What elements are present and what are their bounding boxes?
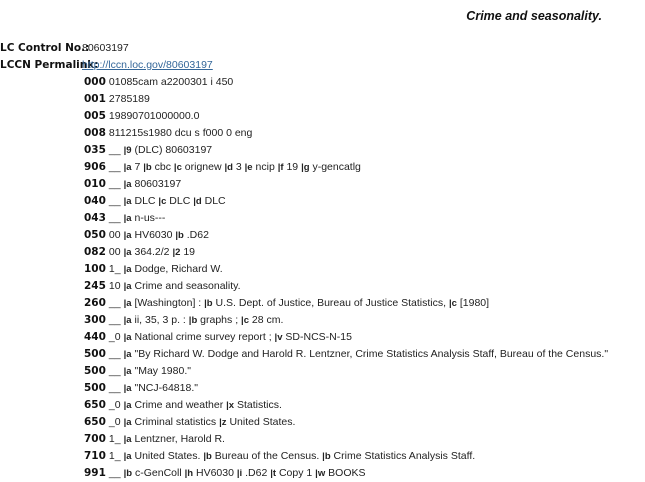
subfield-text: [1980] [459,297,490,309]
subfield-text: c-GenColl [135,467,182,479]
subfield-code: |a [123,230,132,241]
subfield-code: |a [123,162,132,173]
subfield-code: |b [123,468,133,479]
marc-indicators: __ [108,365,121,377]
subfield-code: |b [322,451,331,462]
subfield-text: Statistics. [237,399,282,411]
subfield-code: |b [203,451,212,462]
marc-content [124,297,489,309]
marc-tag: 000 [84,76,106,88]
subfield-code: |t [270,468,277,479]
subfield-text: 80603197 [134,178,182,190]
subfield-code: |c [448,298,457,309]
marc-content [124,212,166,224]
subfield-code: |a [123,281,132,292]
marc-tag: 001 [84,93,106,105]
subfield-code: |b [143,162,152,173]
marc-field-row [0,142,608,159]
subfield-text: n-us--- [134,212,166,224]
subfield-code: |v [274,332,283,343]
record-title: Crime and seasonality. [466,9,602,23]
marc-content [124,348,608,360]
marc-field-row [0,397,608,414]
subfield-code: |a [123,434,132,445]
marc-content [124,382,198,394]
marc-tag: 650 [84,416,106,428]
marc-indicators: __ [108,195,121,207]
marc-indicators: __ [108,297,121,309]
subfield-code: |d [224,162,233,173]
subfield-code: |d [193,196,202,207]
marc-fields [0,74,608,482]
subfield-code: |a [123,196,132,207]
subfield-code: |a [123,247,132,258]
marc-indicators: 10 [108,280,121,292]
subfield-code: |c [173,162,182,173]
marc-indicators: 1_ [108,450,121,462]
marc-indicators: 1_ [108,263,121,275]
marc-indicators: 1_ [108,433,121,445]
marc-indicators: 00 [108,229,121,241]
subfield-text: orignew [184,161,222,173]
subfield-text: "By Richard W. Dodge and Harold R. Lentzner, Crime Statistics Analysis Staff, Bureau of the Census." [134,348,609,360]
permalink-label: LCCN Permalink: [0,59,99,71]
marc-field-row [0,210,608,227]
subfield-text: National crime survey report ; [134,331,272,343]
subfield-code: |a [123,451,132,462]
marc-field-row [0,91,608,108]
marc-tag: 650 [84,399,106,411]
subfield-text: .D62 [245,467,268,479]
subfield-text: 19 [286,161,299,173]
subfield-text: U.S. Dept. of Justice, Bureau of Justice Statistics, [215,297,447,309]
subfield-text: Crime and seasonality. [134,280,241,292]
subfield-text: DLC [134,195,156,207]
marc-content [109,127,252,139]
subfield-text: "NCJ-64818." [134,382,198,394]
subfield-code: |w [315,468,326,479]
marc-indicators: _0 [108,416,121,428]
marc-tag: 040 [84,195,106,207]
marc-indicators: __ [108,144,121,156]
subfield-text: (DLC) 80603197 [134,144,213,156]
marc-tag: 906 [84,161,106,173]
subfield-text: .D62 [186,229,209,241]
subfield-code: |h [184,468,194,479]
marc-content [124,450,476,462]
marc-tag: 008 [84,127,106,139]
subfield-text: Crime Statistics Analysis Staff. [333,450,476,462]
marc-field-row [0,227,608,244]
subfield-text: Bureau of the Census. [214,450,320,462]
marc-field-row [0,261,608,278]
marc-field-row [0,108,608,125]
subfield-code: |a [123,264,132,275]
marc-field-row [0,380,608,397]
marc-indicators: __ [108,178,121,190]
marc-indicators: _0 [108,399,121,411]
subfield-code: |g [301,162,310,173]
marc-content [124,178,182,190]
marc-field-row [0,448,608,465]
marc-content [124,467,366,479]
subfield-code: |i [236,468,243,479]
marc-tag: 035 [84,144,106,156]
marc-indicators: __ [108,161,121,173]
subfield-code: |b [188,315,198,326]
subfield-text: HV6030 [134,229,173,241]
permalink-link[interactable]: http://lccn.loc.gov/80603197 [82,59,213,71]
subfield-code: |e [244,162,253,173]
marc-field-row [0,176,608,193]
marc-field-row [0,431,608,448]
marc-tag: 082 [84,246,106,258]
marc-content [124,229,209,241]
subfield-text: HV6030 [196,467,234,479]
subfield-text: Lentzner, Harold R. [134,433,225,445]
permalink-row [0,57,608,74]
subfield-code: |b [175,230,184,241]
marc-content [124,263,223,275]
subfield-code: |a [123,315,132,326]
subfield-text: SD-NCS-N-15 [285,331,352,343]
subfield-text: y-gencatlg [312,161,361,173]
subfield-text: Copy 1 [278,467,313,479]
marc-tag: 300 [84,314,106,326]
marc-content [124,416,296,428]
marc-indicators: _0 [108,331,121,343]
subfield-text: United States. [134,450,201,462]
marc-content [109,76,233,88]
subfield-code: |2 [172,247,181,258]
subfield-code: |a [123,213,132,224]
marc-field-row [0,465,608,482]
marc-content [124,399,282,411]
marc-tag: 043 [84,212,106,224]
marc-field-row [0,193,608,210]
marc-content [109,110,200,122]
subfield-code: |f [277,162,284,173]
marc-tag: 500 [84,348,106,360]
marc-field-row [0,125,608,142]
subfield-code: |z [219,417,227,428]
subfield-text: Crime and weather [134,399,224,411]
marc-content [124,246,195,258]
subfield-text: 28 cm. [251,314,284,326]
marc-tag: 005 [84,110,106,122]
subfield-code: |a [123,179,132,190]
subfield-text: ii, 35, 3 p. : [134,314,186,326]
marc-tag: 710 [84,450,106,462]
subfield-code: |a [123,400,132,411]
subfield-code: |a [123,298,132,309]
subfield-text: BOOKS [328,467,366,479]
subfield-text: 19890701000000.0 [108,110,200,122]
marc-tag: 245 [84,280,106,292]
subfield-text: Criminal statistics [134,416,217,428]
marc-field-row [0,278,608,295]
subfield-text: 2785189 [108,93,150,105]
marc-tag: 700 [84,433,106,445]
subfield-code: |a [123,349,132,360]
marc-content [124,331,352,343]
subfield-text: graphs ; [200,314,239,326]
marc-field-row [0,414,608,431]
marc-field-row [0,244,608,261]
marc-tag: 500 [84,382,106,394]
subfield-code: |9 [123,145,132,156]
marc-tag: 500 [84,365,106,377]
marc-field-row [0,363,608,380]
marc-content [124,280,241,292]
subfield-text: Dodge, Richard W. [134,263,223,275]
marc-indicators: __ [108,314,121,326]
marc-content [124,433,225,445]
lc-control-row [0,40,608,57]
subfield-code: |a [123,383,132,394]
marc-indicators: __ [108,467,121,479]
marc-indicators: __ [108,382,121,394]
marc-field-row [0,74,608,91]
subfield-code: |x [226,400,235,411]
marc-field-row [0,159,608,176]
lc-control-value: 80603197 [82,42,129,54]
subfield-text: DLC [204,195,226,207]
subfield-code: |a [123,332,132,343]
subfield-text: 19 [183,246,196,258]
subfield-text: 3 [235,161,242,173]
subfield-code: |a [123,366,132,377]
marc-tag: 010 [84,178,106,190]
subfield-code: |c [158,196,167,207]
subfield-text: ncip [255,161,275,173]
subfield-code: |a [123,417,132,428]
marc-content [124,195,226,207]
subfield-text: United States. [229,416,296,428]
subfield-text: [Washington] : [134,297,202,309]
marc-tag: 100 [84,263,106,275]
subfield-text: "May 1980." [134,365,191,377]
subfield-text: 364.2/2 [134,246,170,258]
marc-tag: 440 [84,331,106,343]
subfield-text: 01085cam a2200301 i 450 [108,76,234,88]
marc-content [109,93,150,105]
marc-indicators: 00 [108,246,121,258]
marc-field-row [0,346,608,363]
subfield-text: cbc [154,161,171,173]
marc-field-row [0,312,608,329]
subfield-text: 7 [134,161,141,173]
subfield-text: DLC [169,195,191,207]
marc-indicators: __ [108,212,121,224]
marc-tag: 991 [84,467,106,479]
lc-control-label: LC Control No.: [0,42,90,54]
marc-indicators: __ [108,348,121,360]
marc-record [0,40,608,482]
marc-content [124,161,361,173]
marc-field-row [0,329,608,346]
marc-content [124,365,191,377]
marc-field-row [0,295,608,312]
subfield-text: 811215s1980 dcu s f000 0 eng [108,127,253,139]
marc-content [124,144,213,156]
subfield-code: |c [241,315,249,326]
subfield-code: |b [204,298,213,309]
marc-tag: 260 [84,297,106,309]
marc-tag: 050 [84,229,106,241]
marc-content [124,314,284,326]
